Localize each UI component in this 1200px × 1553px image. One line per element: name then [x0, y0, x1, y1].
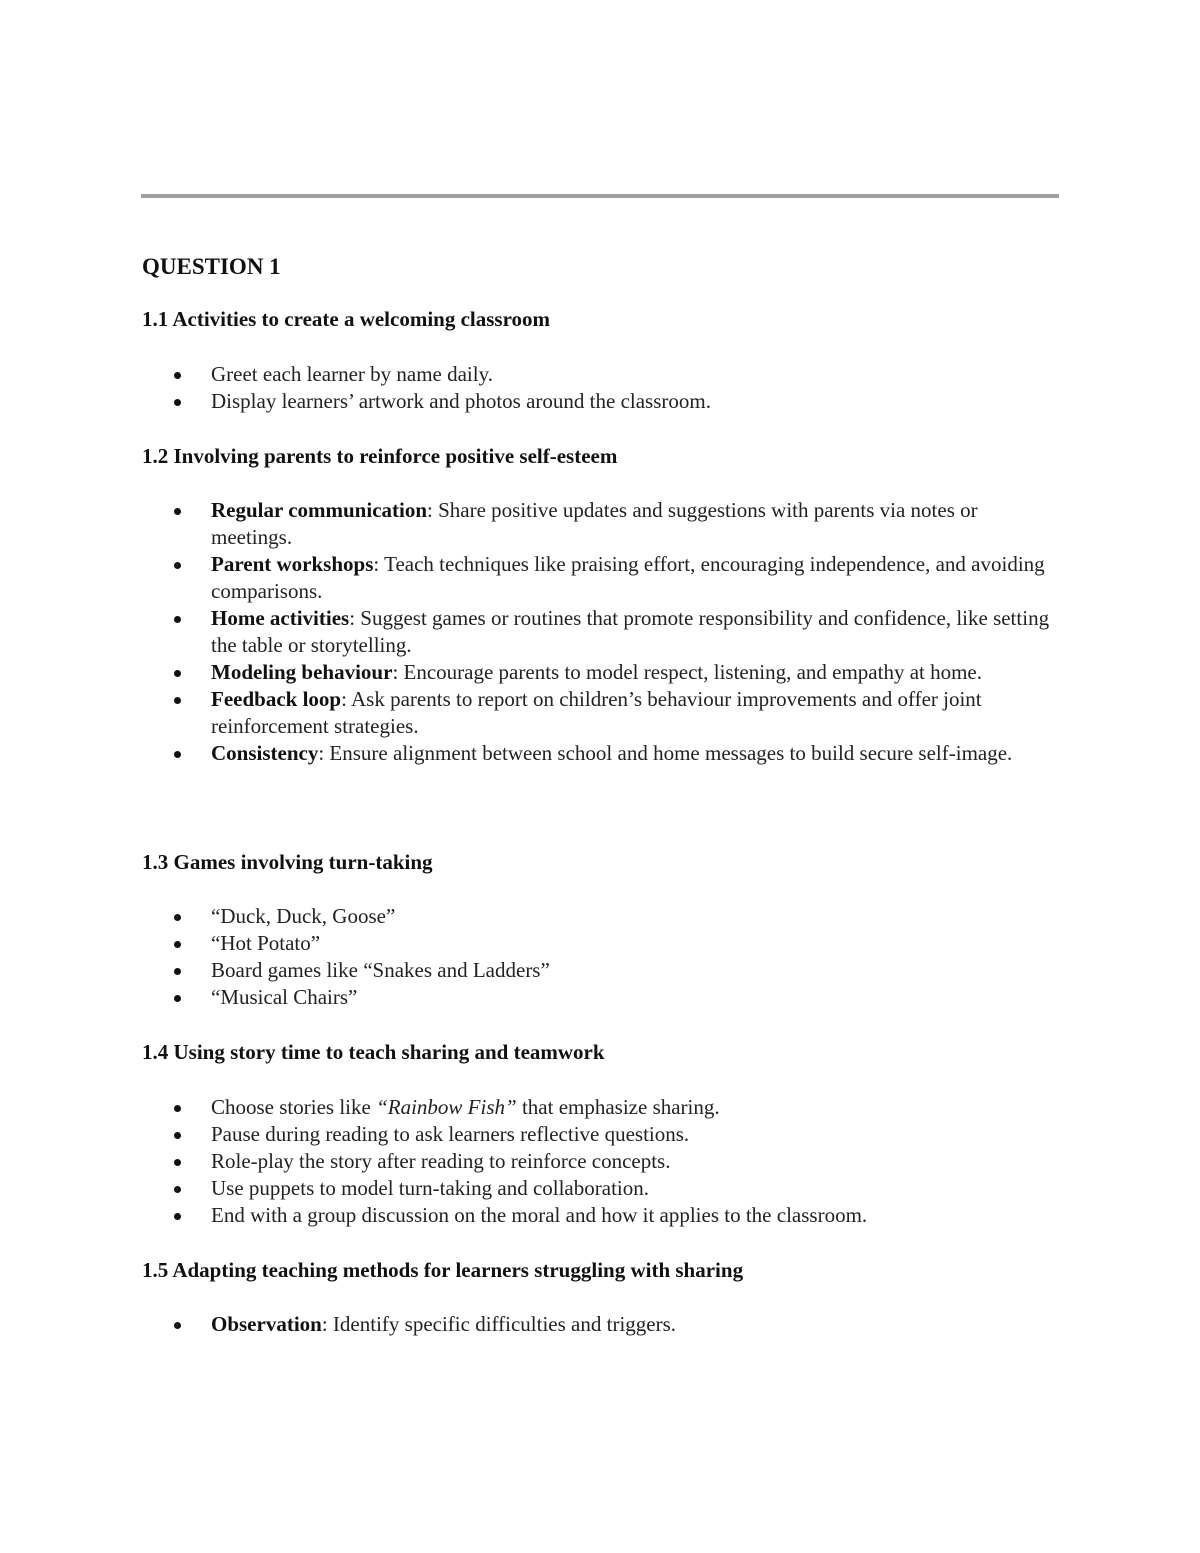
bullet-icon — [174, 562, 181, 569]
list-item: Observation: Identify specific difficulties and triggers. — [142, 1311, 1052, 1338]
list-item: Home activities: Suggest games or routines that promote responsibility and confidence, like setting the table or storytelling. — [142, 605, 1052, 659]
bullet-icon — [174, 697, 181, 704]
list-item: Use puppets to model turn-taking and collaboration. — [142, 1175, 1052, 1202]
bullet-icon — [174, 1159, 181, 1166]
list-item-term: Consistency — [211, 741, 319, 765]
bullet-list-1-5 — [142, 1311, 1052, 1338]
section-heading-1-2: 1.2 Involving parents to reinforce positive self-esteem — [142, 444, 618, 468]
list-item: Modeling behaviour: Encourage parents to model respect, listening, and empathy at home. — [142, 659, 1052, 686]
list-item: Feedback loop: Ask parents to report on children’s behaviour improvements and offer joint reinforcement strategies. — [142, 686, 1052, 740]
list-item: Board games like “Snakes and Ladders” — [142, 957, 1052, 984]
bullet-icon — [174, 1186, 181, 1193]
list-item-term: Modeling behaviour — [211, 660, 393, 684]
list-item: Consistency: Ensure alignment between school and home messages to build secure self-image. — [142, 740, 1052, 767]
bullet-icon — [174, 941, 181, 948]
list-item: Role-play the story after reading to reinforce concepts. — [142, 1148, 1052, 1175]
bullet-icon — [174, 995, 181, 1002]
bullet-icon — [174, 670, 181, 677]
list-item-term: Regular communication — [211, 498, 428, 522]
list-item: Greet each learner by name daily. — [142, 361, 1052, 388]
bullet-list-1-4 — [142, 1094, 1052, 1229]
list-item-term: Parent workshops — [211, 552, 374, 576]
list-item-term: Feedback loop — [211, 687, 342, 711]
list-item: Parent workshops: Teach techniques like praising effort, encouraging independence, and avoiding comparisons. — [142, 551, 1052, 605]
list-item-term: Home activities — [211, 606, 350, 630]
list-item: Display learners’ artwork and photos around the classroom. — [142, 388, 1052, 415]
section-heading-1-5: 1.5 Adapting teaching methods for learners struggling with sharing — [142, 1258, 744, 1282]
list-item: “Duck, Duck, Goose” — [142, 903, 1052, 930]
bullet-list-1-3 — [142, 903, 1052, 1011]
list-item-term: Observation — [211, 1312, 322, 1336]
section-heading-1-3: 1.3 Games involving turn-taking — [142, 850, 433, 874]
bullet-icon — [174, 1322, 181, 1329]
bullet-icon — [174, 914, 181, 921]
section-heading-1-4: 1.4 Using story time to teach sharing and teamwork — [142, 1040, 605, 1064]
document-content — [142, 250, 1052, 1338]
bullet-icon — [174, 968, 181, 975]
list-item: Regular communication: Share positive updates and suggestions with parents via notes or meetings. — [142, 497, 1052, 551]
horizontal-rule — [141, 194, 1059, 198]
section-heading-1-1: 1.1 Activities to create a welcoming classroom — [142, 307, 551, 331]
bullet-icon — [174, 751, 181, 758]
question-title: QUESTION 1 — [142, 254, 281, 279]
bullet-icon — [174, 508, 181, 515]
bullet-icon — [174, 1105, 181, 1112]
bullet-icon — [174, 1213, 181, 1220]
bullet-icon — [174, 372, 181, 379]
bullet-list-1-2 — [142, 497, 1052, 767]
list-item: “Hot Potato” — [142, 930, 1052, 957]
list-item: “Musical Chairs” — [142, 984, 1052, 1011]
story-title: “Rainbow Fish” — [376, 1095, 517, 1119]
bullet-icon — [174, 1132, 181, 1139]
bullet-icon — [174, 616, 181, 623]
list-item: Choose stories like “Rainbow Fish” that emphasize sharing. — [142, 1094, 1052, 1121]
bullet-icon — [174, 399, 181, 406]
list-item: End with a group discussion on the moral and how it applies to the classroom. — [142, 1202, 1052, 1229]
list-item: Pause during reading to ask learners reflective questions. — [142, 1121, 1052, 1148]
bullet-list-1-1 — [142, 361, 1052, 415]
